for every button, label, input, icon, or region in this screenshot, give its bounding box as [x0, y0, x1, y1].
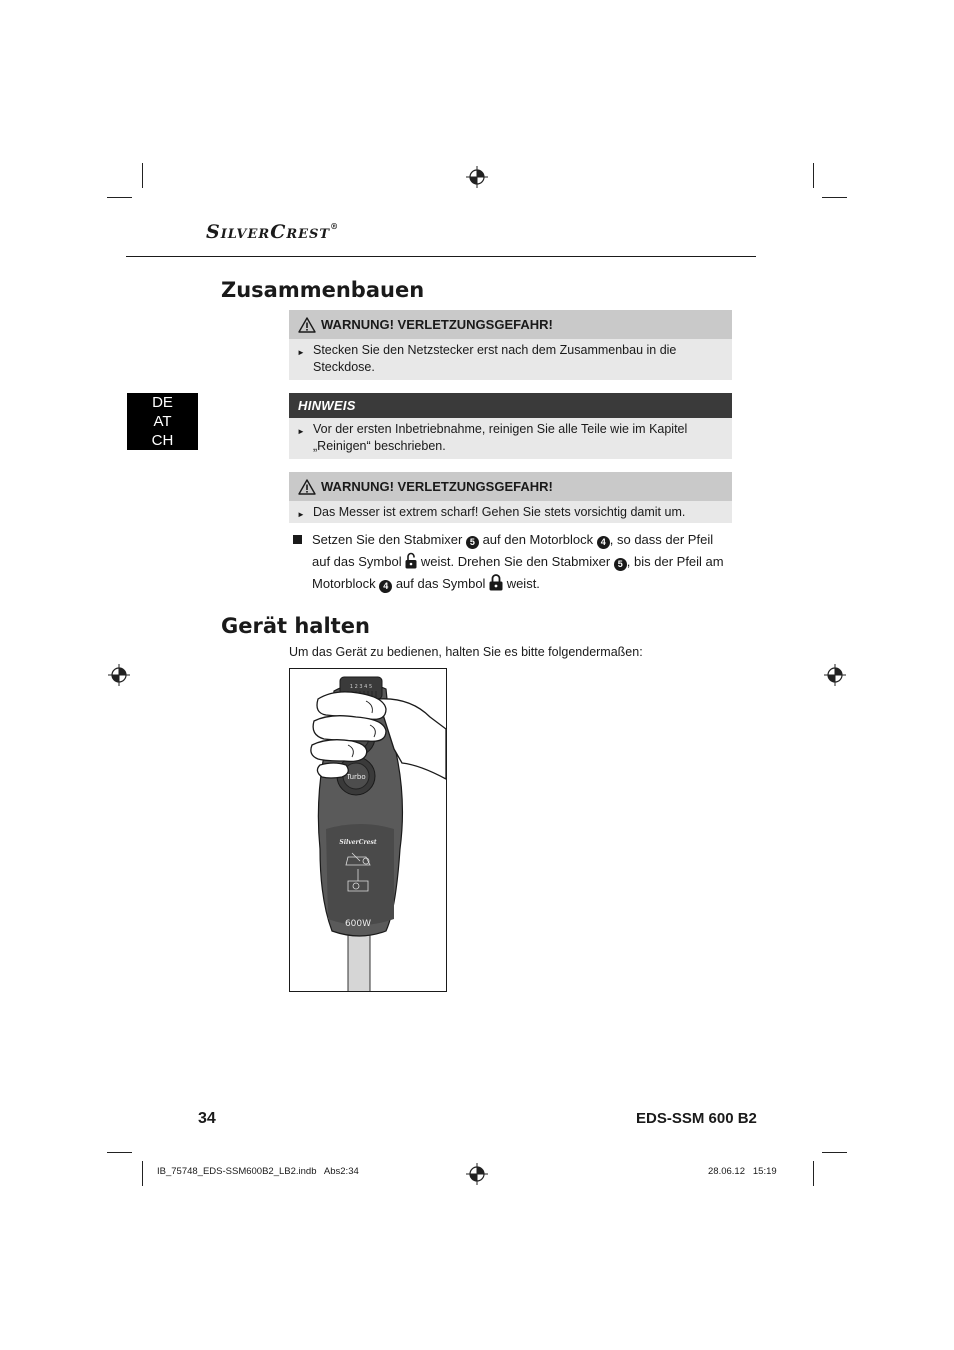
part-number-badge: 5: [466, 536, 479, 549]
bullet-arrow-icon: ►: [297, 510, 305, 519]
warning-box: [289, 310, 732, 380]
note-box: [289, 393, 732, 459]
crop-mark: [142, 163, 143, 188]
unlock-icon: [405, 552, 417, 569]
brand-logo: SilverCrest®: [206, 221, 340, 243]
registration-mark-icon: [108, 664, 130, 686]
crop-mark: [813, 1161, 814, 1186]
registration-mark-icon: [466, 166, 488, 188]
holding-intro: Um das Gerät zu bedienen, halten Sie es bitte folgendermaßen:: [289, 645, 643, 659]
note-body: ► Vor der ersten Inbetriebnahme, reinigen Sie alle Teile wie im Kapitel „Reinigen“ beschrieben.: [289, 418, 732, 459]
registration-mark-icon: [466, 1163, 488, 1185]
warning-body: ► Das Messer ist extrem scharf! Gehen Sie stets vorsichtig damit um.: [289, 501, 732, 523]
language-tab: [127, 393, 198, 450]
header-rule: [126, 256, 756, 257]
lang-at: AT: [153, 413, 172, 430]
page-number: 34: [198, 1110, 216, 1127]
part-number-badge: 5: [614, 558, 627, 571]
bullet-arrow-icon: ►: [297, 348, 305, 357]
device-logo: SilverCrest: [339, 839, 377, 846]
hand-blender-drawing: [290, 669, 446, 991]
warning-body: ► Stecken Sie den Netzstecker erst nach dem Zusammenbau in die Steckdose.: [289, 339, 732, 380]
lang-de: DE: [152, 394, 173, 411]
print-slug-right: 28.06.12 15:19: [708, 1166, 777, 1177]
warning-header: WARNUNG! VERLETZUNGSGEFAHR!: [289, 472, 732, 501]
part-number-badge: 4: [597, 536, 610, 549]
power-label: 600W: [344, 919, 372, 929]
hand-blender-illustration: [289, 668, 447, 992]
lock-icon: [489, 574, 503, 591]
part-number-badge: 4: [379, 580, 392, 593]
section-title-holding: Gerät halten: [221, 614, 370, 638]
registration-mark-icon: [824, 664, 846, 686]
lang-ch: CH: [151, 432, 174, 449]
warning-triangle-icon: [298, 479, 316, 495]
bullet-square-icon: [293, 535, 302, 544]
print-slug-left: IB_75748_EDS-SSM600B2_LB2.indb Abs2:34: [157, 1166, 359, 1177]
warning-triangle-icon: [298, 317, 316, 333]
crop-mark: [107, 1152, 132, 1153]
speed-marks: 1 2 3 4 5: [349, 684, 373, 690]
warning-box: [289, 472, 732, 523]
turbo-label: Turbo: [346, 773, 366, 781]
crop-mark: [813, 163, 814, 188]
crop-mark: [107, 197, 132, 198]
bullet-arrow-icon: ►: [297, 427, 305, 436]
crop-mark: [822, 1152, 847, 1153]
warning-header: WARNUNG! VERLETZUNGSGEFAHR!: [289, 310, 732, 339]
crop-mark: [142, 1161, 143, 1186]
model-number: EDS-SSM 600 B2: [636, 1110, 757, 1127]
crop-mark: [822, 197, 847, 198]
note-header: HINWEIS: [289, 393, 732, 418]
section-title-assembly: Zusammenbauen: [221, 278, 425, 302]
instruction-step: Setzen Sie den Stabmixer 5 auf den Motorblock 4 , so dass der Pfeil auf das Symbol weist. Drehen Sie den Stabmixer 5 , bis der Pfeil am Motorblock 4 auf das Symbol weist.: [293, 529, 733, 595]
